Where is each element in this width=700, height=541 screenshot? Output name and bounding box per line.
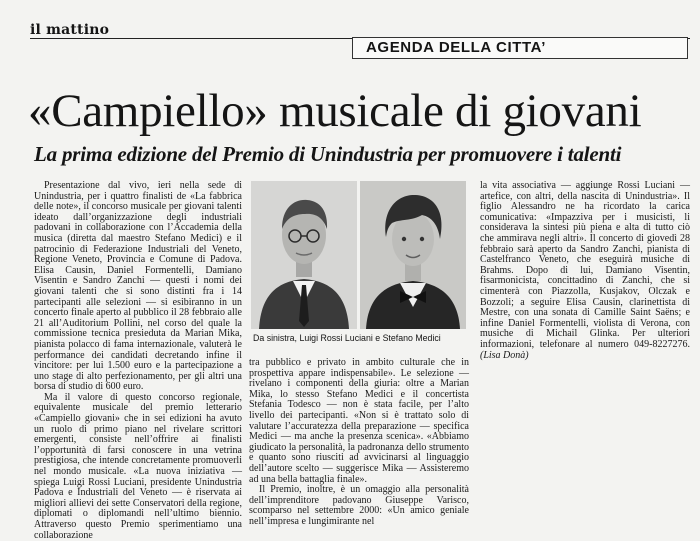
paragraph	[480, 181, 690, 361]
paragraph: Ma il valore di questo concorso regionale, equivalente musicale del premio letterario «Campiello giovani» che in sei edizioni ha avuto un ruolo di primo piano nel rivelare scrittori emergenti, consiste nell’offrire ai finalisti l’opportunità di farsi conoscere in una vetrina prestigiosa, che intende concretamente promuoverli nel mondo musicale. «La nuova iniziativa — spiega Luigi Rossi Luciani, presidente Unindustria Padova e Industriali del Veneto — è riservata ai migliori allievi dei sette Conservatori della regione, diplomati o diplomandi nell’ultimo biennio. Attraverso questo Premio sperimentiamo una collaborazione	[34, 391, 242, 541]
paragraph: tra pubblico e privato in ambito culturale che in prospettiva appare indispensabile». Le selezione — rivelano i componenti della giuria: oltre a Marian Mika, lo stesso Stefano Medici e il concertista Stefania Todesco — non è stata facile, per l’alto livello dei partecipanti. «Non si è trattato solo di valutare l’accuratezza della preparazione — specifica Medici — ma anche la presenza scenica». «Abbiamo giudicato la personalità, la padronanza dello strumento e quanto sono riusciti ad avvicinarsi al linguaggio dell’autore scelto — suggerisce Mika — Assisteremo ad una bella battaglia finale».	[249, 357, 469, 485]
article-column-2	[249, 358, 469, 528]
portrait-man-bowtie-icon	[360, 181, 466, 329]
article-headline: «Campiello» musicale di giovani	[28, 85, 642, 137]
photo-caption: Da sinistra, Luigi Rossi Luciani e Stefano Medici	[253, 333, 441, 343]
paragraph: Il Premio, inoltre, è un omaggio alla personalità dell’imprenditore padovano Giuseppe Varisco, scomparso nel settembre 2000: «Un amico geniale nell’impresa e lungimirante nel	[249, 484, 469, 527]
article-column-3	[480, 181, 690, 361]
photo-stefano-medici	[360, 181, 466, 329]
article-subhead: La prima edizione del Premio di Unindustria per promuovere i talenti	[34, 142, 622, 166]
article-column-1	[34, 181, 242, 541]
paragraph-text: la vita associativa — aggiunge Rossi Luciani — artefice, con altri, della nascita di Unindustria». Il figlio Alessandro ne ha ricordato la carica comunicativa: «Impazziva per i musicisti, li considerava la sintesi più piena e alta di tutto ciò che ammirava negli altri». Il concerto di giovedì 28 febbraio sarà aperto da Sandro Zanchi, pianista di Castelfranco Veneto, che eseguirà musiche di Brahms. Dopo di lui, Damiano Visentin, fisarmonicista, concittadino di Zanchi, che si cimenterà con Piazzolla, Kusjakov, Olczak e Bozzoli; a seguire Elisa Causin, clarinettista di Mestre, con una sonata di Camille Saint Saëns; e infine Daniel Formentelli, violista di Verona, con musiche di Michail Glinka. Per ulteriori informazioni, telefonare al numero 049-8227276.	[480, 180, 690, 350]
section-title: AGENDA DELLA CITTA’	[366, 39, 547, 56]
masthead: il mattino	[30, 22, 110, 38]
portrait-man-glasses-icon	[251, 181, 357, 329]
paragraph: Presentazione dal vivo, ieri nella sede di Unindustria, per i quattro finalisti de «La fabbrica delle note», il concorso musicale per giovani talenti ideato dall’organizzazione degli industriali padovani in collaborazione con l’Accademia della musica (diretta dal maestro Stefano Medici) e il patrocinio di Federazione Industriali del Veneto, Regione Veneto, Provincia e Comune di Padova. Elisa Causin, Daniel Formentelli, Damiano Visentin e Sandro Zanchi — questi i nomi dei giovani talenti che si sono distinti fra i 14 partecipanti alle selezioni — si esibiranno in un concerto finale aperto al pubblico il 28 febbraio alle 21 all’Auditorium Pollini, nel corso del quale la commissione tecnica presieduta da Marian Mika, pianista polacco di fama internazionale, valuterà le performance dei candidati decretando infine il vincitore: per lui 1.500 euro e la partecipazione a uno stage di alto perfezionamento, per gli altri una borsa di studio di 600 euro.	[34, 180, 242, 393]
photo-luigi-rossi-luciani	[251, 181, 357, 329]
article-photos	[251, 181, 466, 341]
author-signature: (Lisa Donà)	[480, 349, 529, 361]
